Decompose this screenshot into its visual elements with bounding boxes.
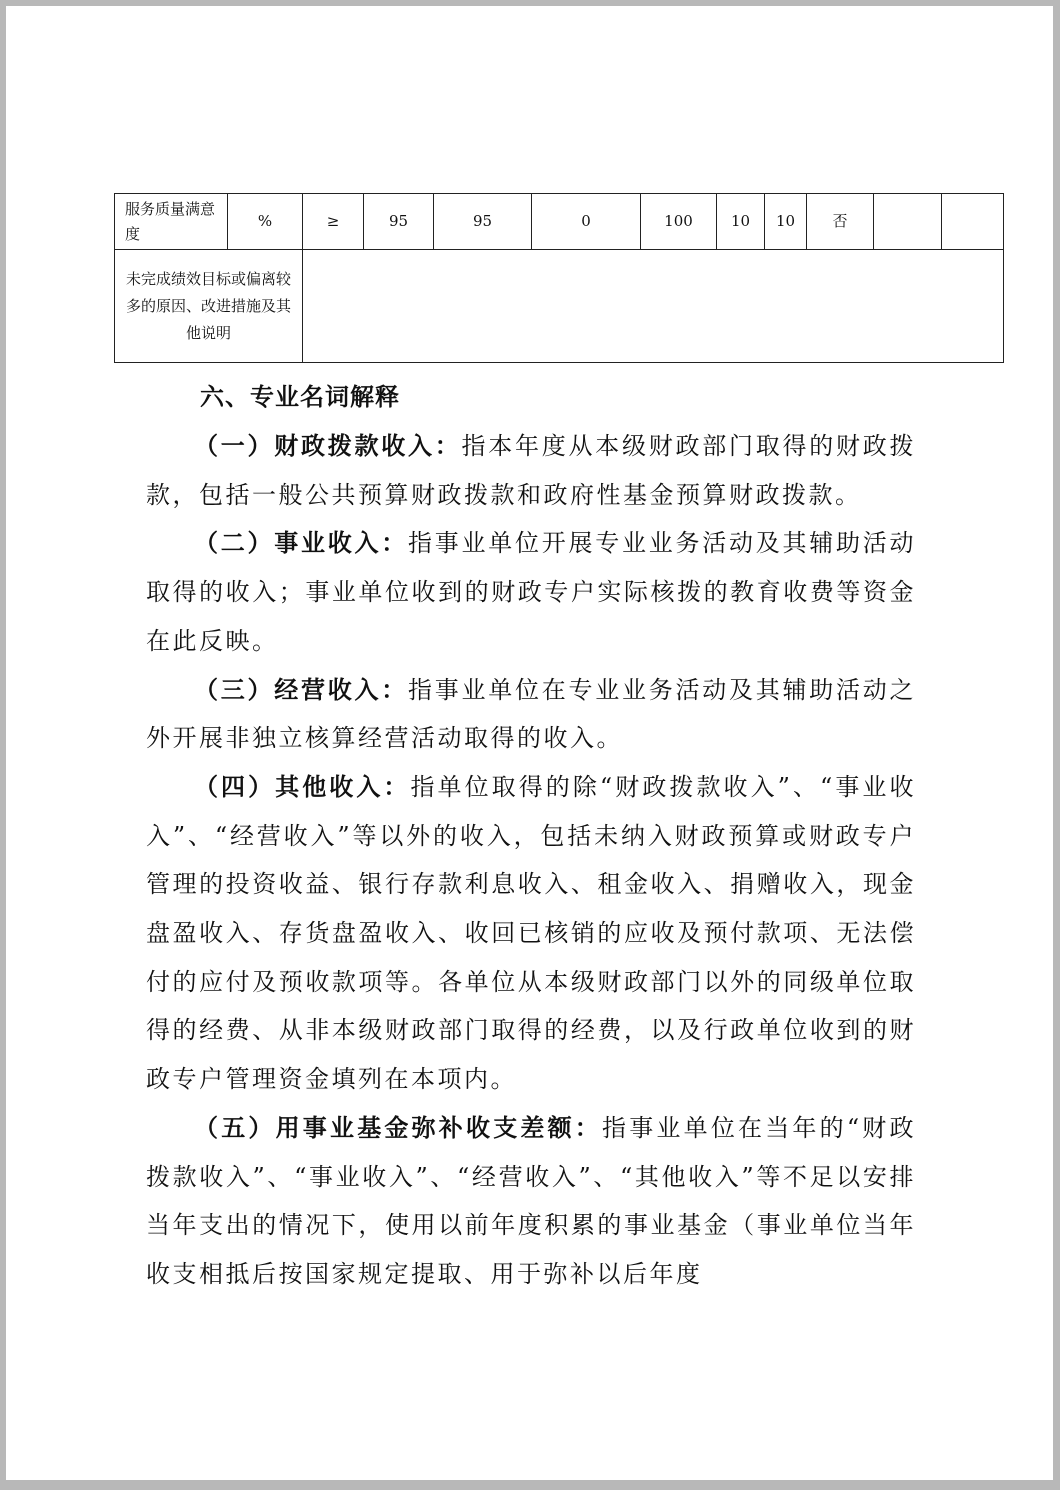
definition-text: 指事业单位开展专业业务活动及其辅助活动取得的收入；事业单位收到的财政专户实际核拨的教育收费等资金在此反映。	[146, 529, 916, 655]
performance-table	[114, 193, 1004, 363]
definition-term: （一）财政拨款收入：	[194, 432, 462, 460]
definition-term: （三）经营收入：	[194, 675, 408, 704]
flag-cell: 否	[807, 194, 874, 250]
definition-paragraph	[146, 519, 916, 665]
table-row	[115, 250, 1004, 363]
definition-text: 指单位取得的除“财政拨款收入”、“事业收入”、“经营收入”等以外的收入，包括未纳入财政预算或财政专户管理的投资收益、银行存款利息收入、租金收入、捐赠收入，现金盘盈收入、存货盘盈收入、收回已核销的应收及预付款项、无法偿付的应付及预收款项等。各单位从本级财政部门以外的同级单位取得的经费、从非本级财政部门取得的经费，以及行政单位收到的财政专户管理资金填列在本项内。	[146, 772, 916, 1094]
explanation-label-cell: 未完成绩效目标或偏离较多的原因、改进措施及其他说明	[115, 250, 303, 363]
definition-term: （二）事业收入：	[194, 529, 408, 558]
section-title: 六、专业名词解释	[200, 383, 400, 411]
definition-paragraph	[146, 1104, 916, 1299]
unit-cell: %	[228, 194, 303, 250]
definition-paragraph	[146, 666, 916, 763]
definitions-body	[146, 422, 916, 1299]
definition-text: 指事业单位在当年的“财政拨款收入”、“事业收入”、“经营收入”、“其他收入”等不足以安排当年支出的情况下，使用以前年度积累的事业基金（事业单位当年收支相抵后按国家规定提取、用于弥补以后年度	[146, 1113, 916, 1288]
definition-term: （四）其他收入：	[194, 772, 411, 801]
table-row	[115, 194, 1004, 250]
score-cell: 10	[765, 194, 807, 250]
weight-cell: 10	[717, 194, 765, 250]
actual-value-cell: 95	[434, 194, 532, 250]
empty-cell	[942, 194, 1004, 250]
definition-paragraph	[146, 422, 916, 519]
value-cell: 100	[641, 194, 717, 250]
annual-target-cell: 95	[364, 194, 434, 250]
definition-text: 指事业单位在专业业务活动及其辅助活动之外开展非独立核算经营活动取得的收入。	[146, 675, 916, 753]
value-cell: 0	[532, 194, 641, 250]
empty-cell	[874, 194, 942, 250]
definition-term: （五）用事业基金弥补收支差额：	[194, 1113, 603, 1142]
indicator-cell: 服务质量满意度	[115, 194, 228, 250]
operator-cell: ≥	[303, 194, 364, 250]
definition-text: 指本年度从本级财政部门取得的财政拨款，包括一般公共预算财政拨款和政府性基金预算财政拨款。	[146, 432, 916, 509]
explanation-value-cell	[303, 250, 1004, 363]
definition-paragraph	[146, 763, 916, 1104]
